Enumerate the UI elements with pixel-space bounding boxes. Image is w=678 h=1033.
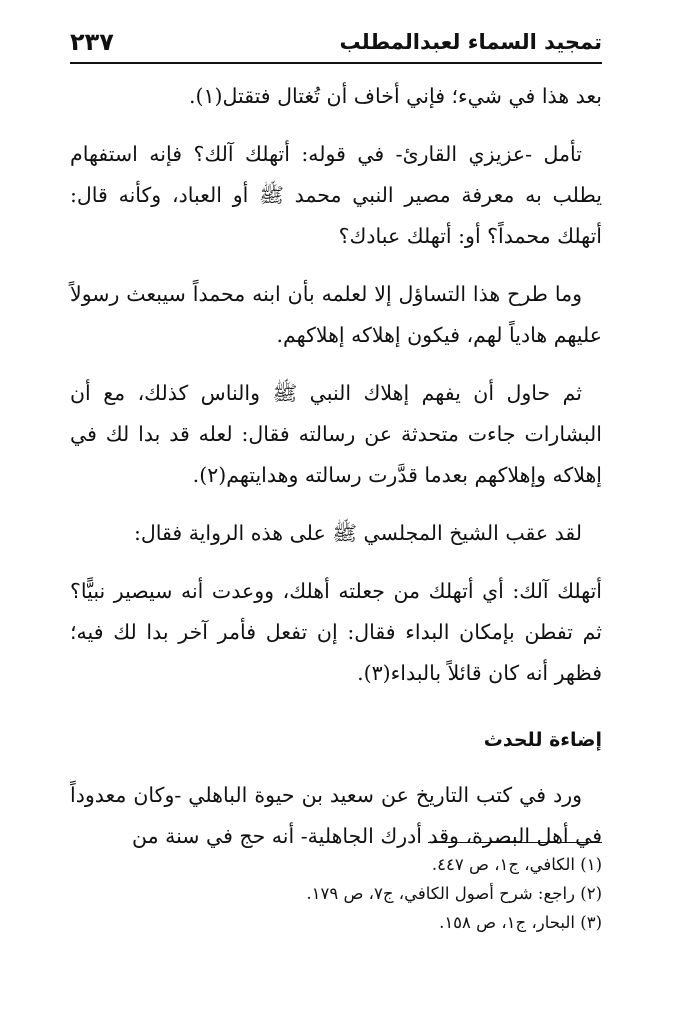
paragraph-1: بعد هذا في شيء؛ فإني أخاف أن تُغتال فتقتل(١). xyxy=(188,84,602,108)
footnote-2: (٢) راجع: شرح أصول الكافي، ج٧، ص ١٧٩. xyxy=(306,884,602,903)
paragraph-5: لقد عقب الشيخ المجلسي ﷺ على هذه الرواية فقال: xyxy=(133,521,582,545)
paragraph-7: ورد في كتب التاريخ عن سعيد بن حيوة الباهلي -وكان معدوداً في أهل البصرة، وقد أدرك الجاهلية- أنه حج في سنة من xyxy=(70,783,602,848)
running-title: تمجيد السماء لعبدالمطلب xyxy=(339,30,602,54)
paragraph-6: أتهلك آلك: أي أتهلك من جعلته أهلك، ووعدت أنه سيصير نبيًّا؟ ثم تفطن بإمكان البداء فقال: إن تفعل فأمر آخر بدا لك فيه؛ فظهر أنه كان قائلاً بالبداء(٣). xyxy=(70,579,602,685)
main-text xyxy=(70,76,602,874)
footnote-divider xyxy=(428,842,602,843)
footnote-3: (٣) البحار، ج١، ص ١٥٨. xyxy=(439,913,602,932)
section-heading: إضاءة للحدث xyxy=(483,729,602,751)
paragraph-4: ثم حاول أن يفهم إهلاك النبي ﷺ والناس كذلك، مع أن البشارات جاءت متحدثة عن رسالته فقال: لعله قد بدا لك في إهلاكه وإهلاكهم بعدما قدَّرت رسالته وهدايتهم(٢). xyxy=(70,381,602,487)
paragraph-2: تأمل -عزيزي القارئ- في قوله: أتهلك آلك؟ فإنه استفهام يطلب به معرفة مصير النبي محمد ﷺ أو العباد، وكأنه قال: أتهلك محمداً؟ أو: أتهلك عبادك؟ xyxy=(70,142,602,248)
footnotes xyxy=(70,850,602,937)
footnote-1: (١) الكافي، ج١، ص ٤٤٧. xyxy=(431,855,602,874)
paragraph-3: وما طرح هذا التساؤل إلا لعلمه بأن ابنه محمداً سيبعث رسولاً عليهم هادياً لهم، فيكون إهلاكه إهلاكهم. xyxy=(70,282,602,347)
page-number: ٢٣٧ xyxy=(70,28,114,56)
page-header xyxy=(70,28,602,64)
